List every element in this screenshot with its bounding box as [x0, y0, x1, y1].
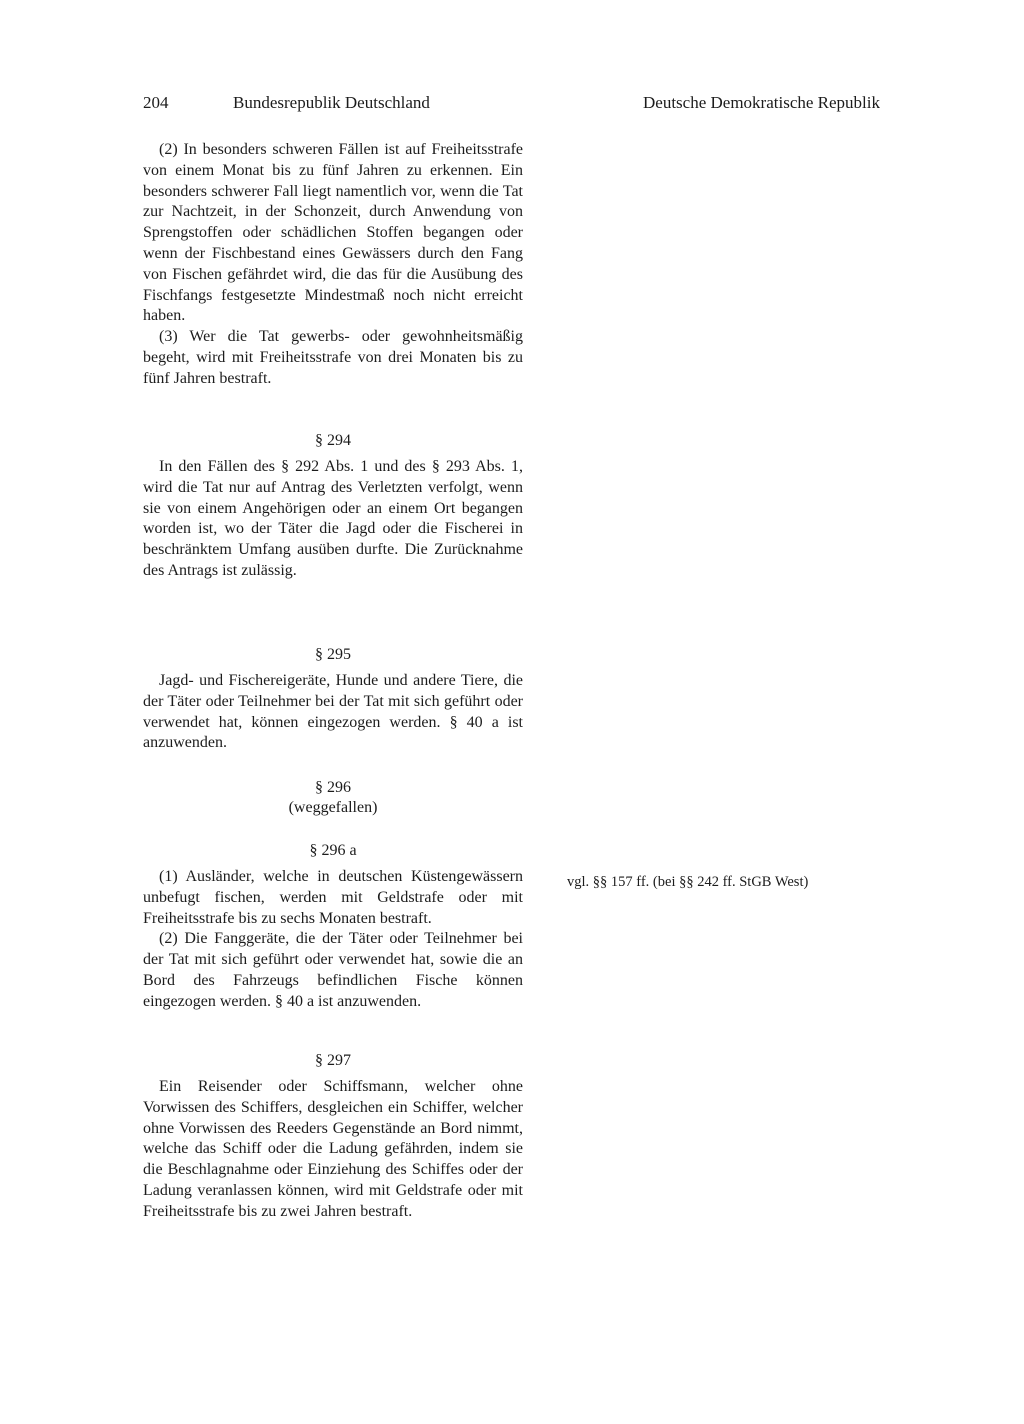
side-note-reference: vgl. §§ 157 ff. (bei §§ 242 ff. StGB West)	[567, 874, 809, 890]
section-296-note: (weggefallen)	[288, 799, 378, 816]
section-294-body	[143, 457, 523, 582]
paragraph-296a-1: (1) Ausländer, welche in deutschen Küstengewässern unbefugt fischen, werden mit Geldstrafe oder mit Freiheitsstrafe bis zu sechs Monaten bestraft.	[143, 868, 523, 927]
section-297-body	[143, 1077, 523, 1223]
paragraph-296a-2: (2) Die Fanggeräte, die der Täter oder Teilnehmer bei der Tat mit sich geführt oder verwendet hat, sowie die an Bord des Fahrzeugs befindlichen Fische können eingezogen werden. § 40 a ist anzuwenden.	[143, 930, 523, 1010]
page-number: 204	[143, 93, 169, 112]
section-297-heading: § 297	[315, 1052, 351, 1069]
paragraph-295: Jagd- und Fischereigeräte, Hunde und andere Tiere, die der Täter oder Teilnehmer bei der Tat mit sich geführt oder verwendet hat, können eingezogen werden. § 40 a ist anzuwenden.	[143, 672, 523, 752]
paragraph-293-3: (3) Wer die Tat gewerbs- oder gewohnheitsmäßig begeht, wird mit Freiheitsstrafe von drei Monaten bis zu fünf Jahren bestraft.	[143, 328, 523, 387]
section-293-continued	[143, 140, 523, 390]
paragraph-297: Ein Reisender oder Schiffsmann, welcher ohne Vorwissen des Schiffers, desgleichen ein Schiffer, welcher ohne Vorwissen des Reeders Gegenstände an Bord nimmt, welche das Schiff oder die Ladung gefährden, indem sie die Beschlagnahme oder Einziehung des Schiffes oder der Ladung veranlassen können, wird mit Geldstrafe oder mit Freiheitsstrafe bis zu zwei Jahren bestraft.	[143, 1078, 523, 1220]
section-296a-body	[143, 867, 523, 1013]
section-296a-heading: § 296 a	[309, 842, 357, 859]
section-294-heading: § 294	[315, 432, 351, 449]
header-left-title: Bundesrepublik Deutschland	[233, 93, 430, 112]
paragraph-294: In den Fällen des § 292 Abs. 1 und des § 293 Abs. 1, wird die Tat nur auf Antrag des Verletzten verfolgt, wenn sie von einem Angehörigen oder an einem Ort begangen worden ist, wo der Täter die Jagd oder die Fischerei in beschränktem Umfang ausüben durfte. Die Zurücknahme des Antrags ist zulässig.	[143, 458, 523, 579]
section-296-heading: § 296	[315, 779, 351, 796]
section-295-heading: § 295	[315, 646, 351, 663]
section-295-body	[143, 671, 523, 754]
header-right-title: Deutsche Demokratische Republik	[643, 93, 880, 112]
paragraph-293-2: (2) In besonders schweren Fällen ist auf Freiheitsstrafe von einem Monat bis zu fünf Jahren zu erkennen. Ein besonders schwerer Fall liegt namentlich vor, wenn die Tat zur Nachtzeit, in der Schonzeit, durch Anwendung von Sprengstoffen oder schädlichen Stoffen begangen oder wenn der Fischbestand eines Gewässers durch den Fang von Fischen gefährdet wird, die das für die Ausübung des Fischfangs festgesetzte Mindestmaß noch nicht erreicht haben.	[143, 141, 523, 325]
